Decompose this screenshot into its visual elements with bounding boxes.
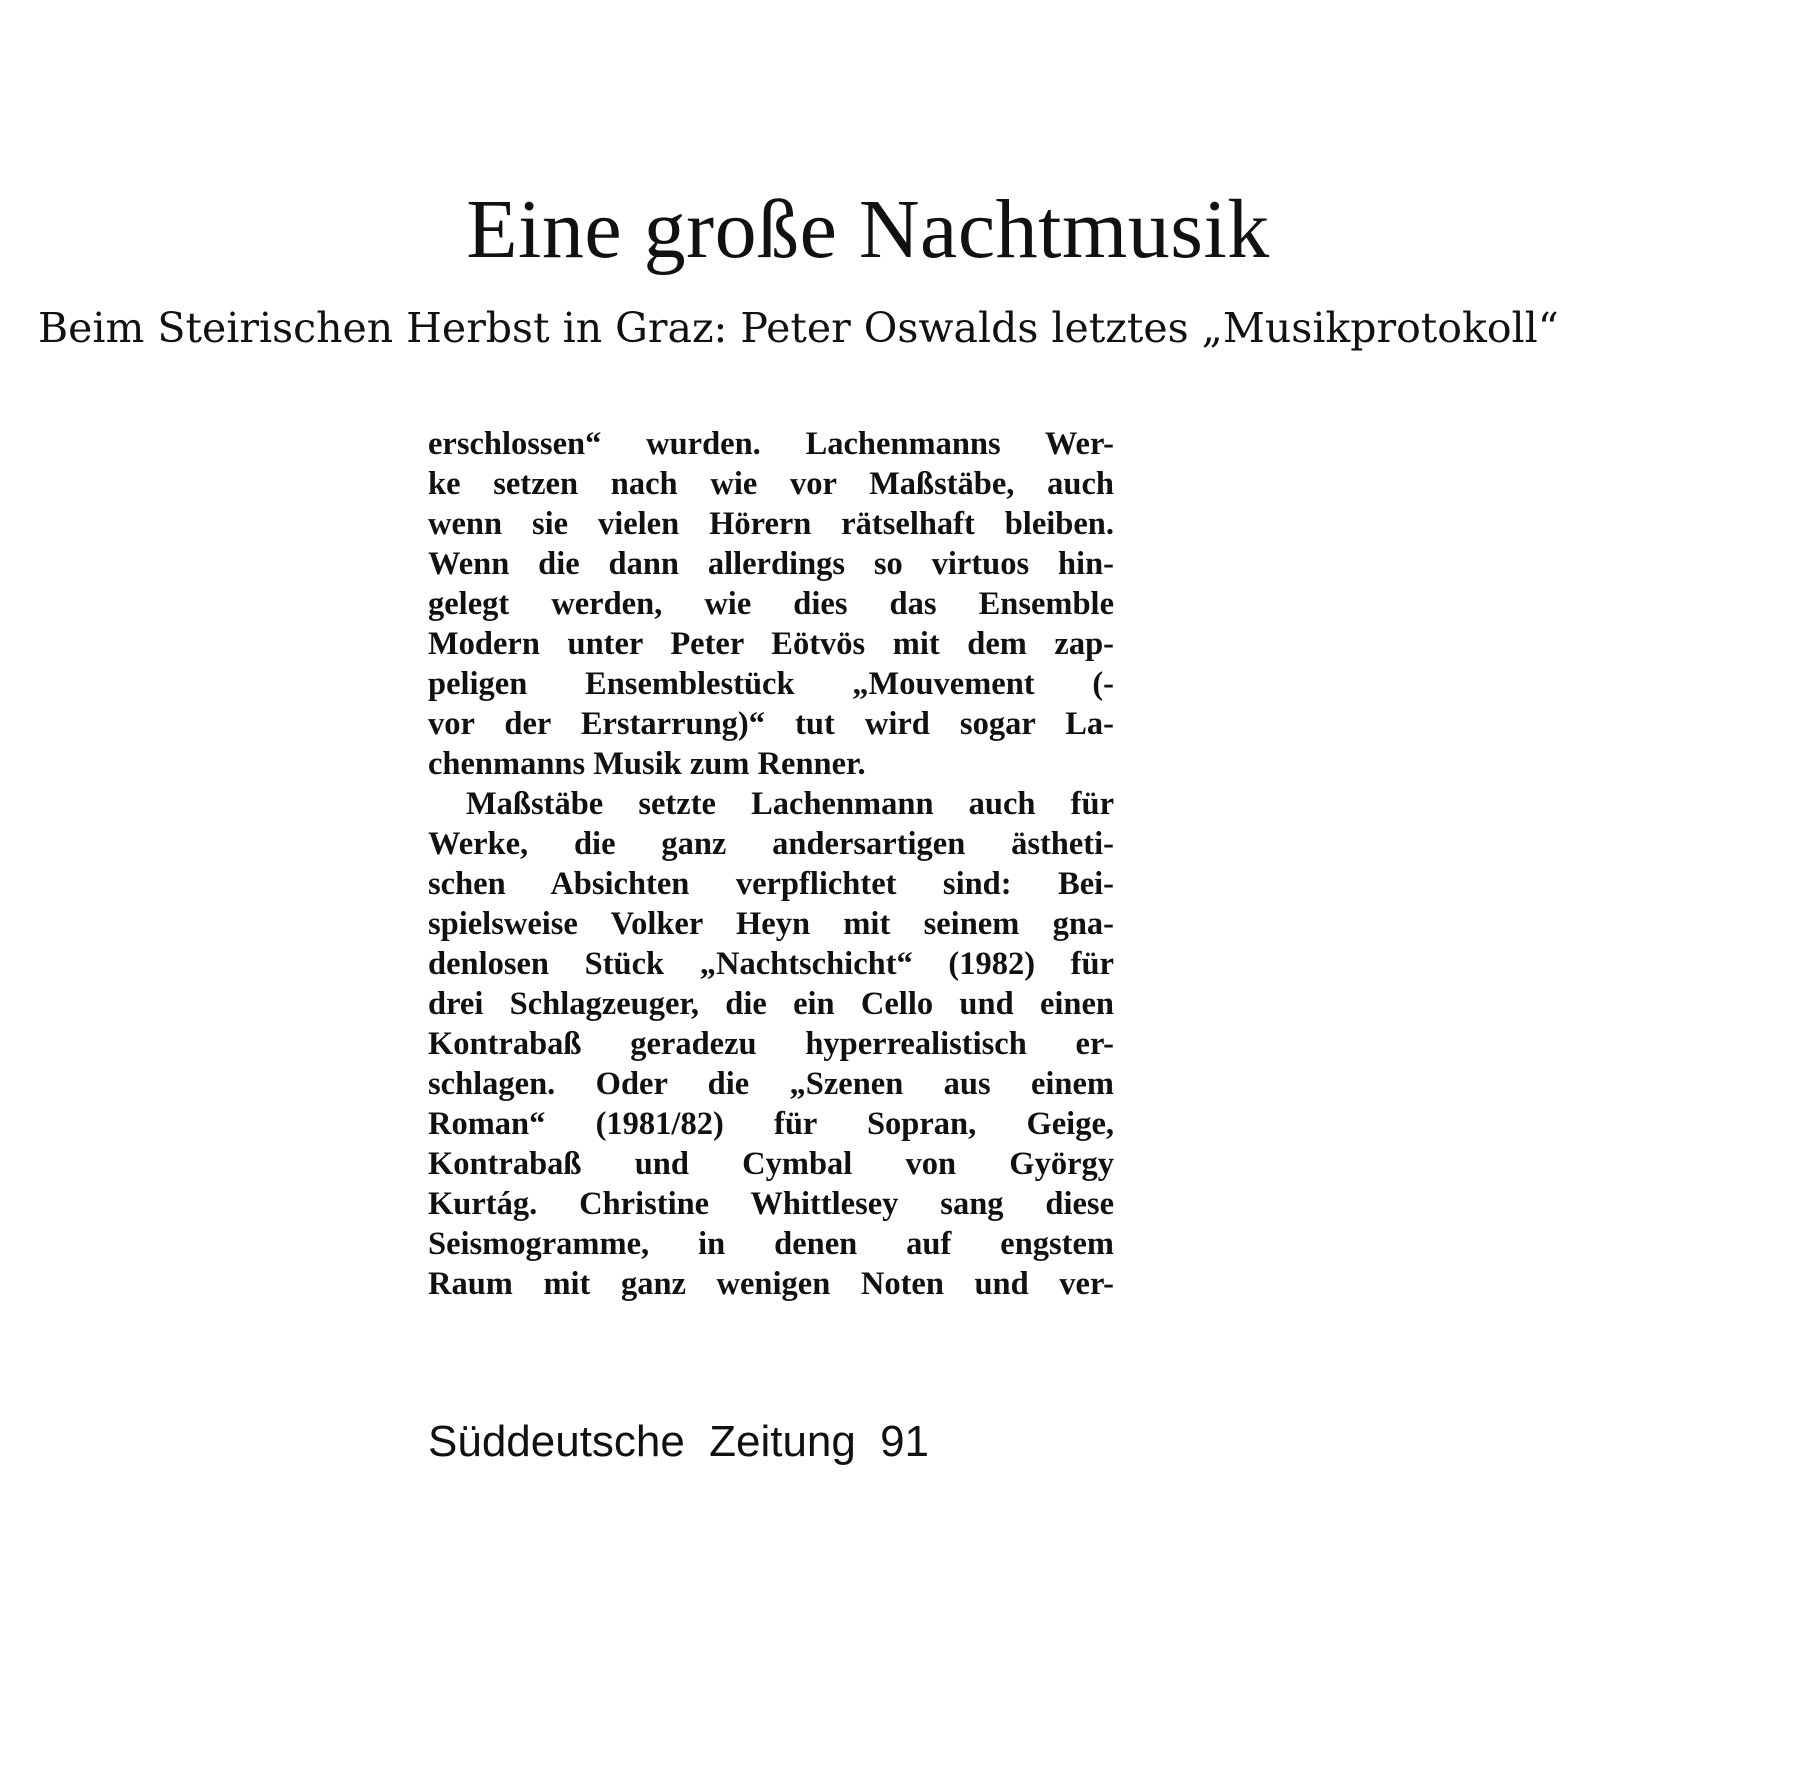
body-line: Kontrabaß geradezu hyperrealistisch er-	[428, 1026, 1114, 1062]
body-line: Kontrabaß und Cymbal von György	[428, 1146, 1114, 1182]
body-line: schlagen. Oder die „Szenen aus einem	[428, 1066, 1114, 1102]
body-line: vor der Erstarrung)“ tut wird sogar La-	[428, 706, 1114, 742]
body-line: schen Absichten verpflichtet sind: Bei-	[428, 866, 1114, 902]
body-line: Maßstäbe setzte Lachenmann auch für	[466, 786, 1114, 822]
body-line: Seismogramme, in denen auf engstem	[428, 1226, 1114, 1262]
body-line: drei Schlagzeuger, die ein Cello und einen	[428, 986, 1114, 1022]
subheadline: Beim Steirischen Herbst in Graz: Peter Oswalds letztes „Musikprotokoll“	[38, 304, 1559, 352]
body-line: Werke, die ganz andersartigen ästheti-	[428, 826, 1114, 862]
body-line: Kurtág. Christine Whittlesey sang diese	[428, 1186, 1114, 1222]
body-line: erschlossen“ wurden. Lachenmanns Wer-	[428, 426, 1114, 462]
body-line: gelegt werden, wie dies das Ensemble	[428, 586, 1114, 622]
body-line: ke setzen nach wie vor Maßstäbe, auch	[428, 466, 1114, 502]
body-line: Raum mit ganz wenigen Noten und ver-	[428, 1266, 1114, 1302]
body-line: denlosen Stück „Nachtschicht“ (1982) für	[428, 946, 1114, 982]
body-line: Modern unter Peter Eötvös mit dem zap-	[428, 626, 1114, 662]
body-line: spielsweise Volker Heyn mit seinem gna-	[428, 906, 1114, 942]
article-body-column	[428, 424, 1114, 1304]
headline: Eine große Nachtmusik	[466, 183, 1270, 276]
body-line: chenmanns Musik zum Renner.	[428, 746, 866, 782]
body-line: peligen Ensemblestück „Mouvement (-	[428, 666, 1114, 702]
body-line: Wenn die dann allerdings so virtuos hin-	[428, 546, 1114, 582]
body-line: wenn sie vielen Hörern rätselhaft bleiben.	[428, 506, 1114, 542]
body-line: Roman“ (1981/82) für Sopran, Geige,	[428, 1106, 1114, 1142]
source-citation: Süddeutsche Zeitung 91	[428, 1417, 930, 1466]
